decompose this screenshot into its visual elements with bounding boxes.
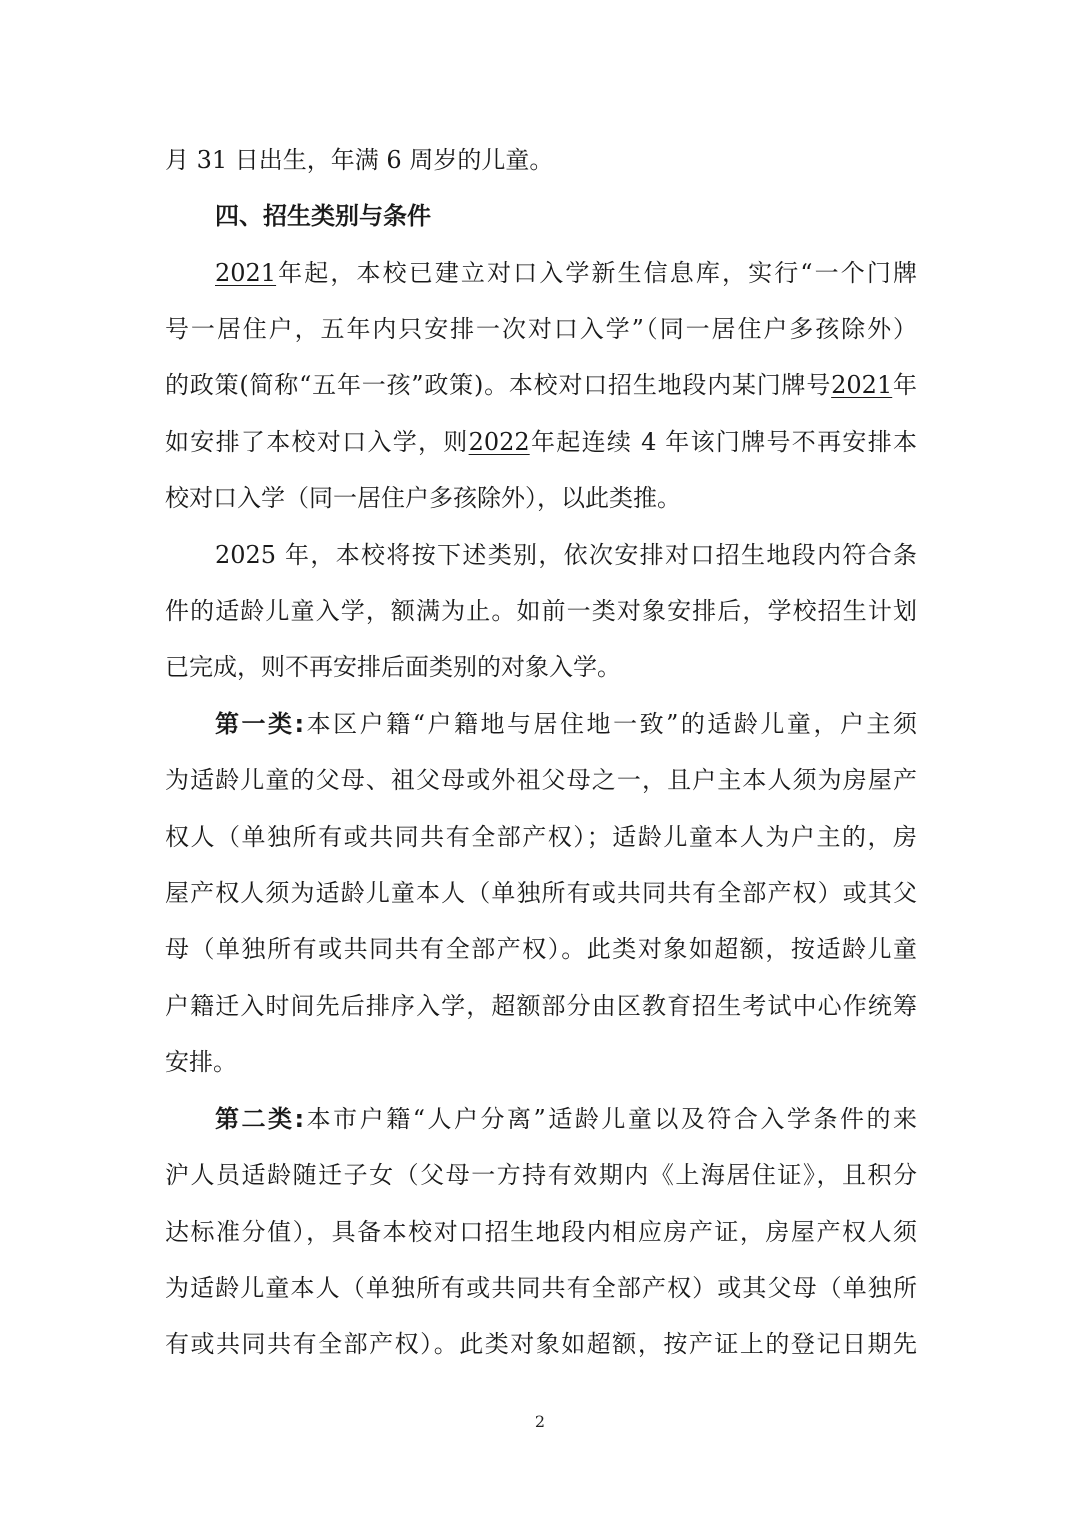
text-span: 沪人员适龄随迁子女（父母一方持有效期内《上海居住证》，且积分 (165, 1161, 917, 1189)
text-span: 号一居住户，五年内只安排一次对口入学”（同一居住户多孩除外） (165, 315, 917, 343)
body-line (165, 368, 917, 402)
body-line (165, 425, 917, 459)
text-span: 校对口入学（同一居住户多孩除外），以此类推。 (165, 484, 681, 512)
body-line (165, 1271, 917, 1305)
text-span: 本区户籍“户籍地与居住地一致”的适龄儿童，户主须 (304, 710, 917, 738)
text-span: 件的适龄儿童入学，额满为止。如前一类对象安排后，学校招生计划 (165, 597, 917, 625)
category-label: 第一类: (215, 710, 305, 738)
page-number: 2 (534, 1412, 546, 1431)
body-line (165, 1158, 917, 1192)
section-heading (215, 199, 917, 233)
category-label: 第二类: (215, 1105, 305, 1133)
underlined-year: 2021 (215, 259, 277, 287)
text-span: 年起连续 4 年该门牌号不再安排本 (529, 428, 918, 456)
underlined-year: 2021 (831, 371, 893, 399)
body-line (165, 1327, 917, 1361)
text-span: 户籍迁入时间先后排序入学，超额部分由区教育招生考试中心作统筹 (165, 992, 917, 1020)
text-span: 月 31 日出生，年满 6 周岁的儿童。 (165, 146, 554, 174)
body-line (165, 1215, 917, 1249)
body-line (165, 876, 917, 910)
body-line (215, 707, 917, 741)
text-span: 2025 年，本校将按下述类别，依次安排对口招生地段内符合条 (215, 541, 917, 569)
underlined-year: 2022 (468, 428, 530, 456)
body-line (215, 538, 917, 572)
body-line (165, 1045, 917, 1079)
text-span: 母（单独所有或共同共有全部产权）。此类对象如超额，按适龄儿童 (165, 935, 917, 963)
body-line (165, 820, 917, 854)
text-span: 本市户籍“人户分离”适龄儿童以及符合入学条件的来 (304, 1105, 917, 1133)
text-span: 为适龄儿童的父母、祖父母或外祖父母之一，且户主本人须为房屋产 (165, 766, 917, 794)
body-line (215, 1102, 917, 1136)
text-span: 屋产权人须为适龄儿童本人（单独所有或共同共有全部产权）或其父 (165, 879, 917, 907)
text-span: 的政策(简称“五年一孩”政策)。本校对口招生地段内某门牌号 (165, 371, 832, 399)
text-span: 有或共同共有全部产权）。此类对象如超额，按产证上的登记日期先 (165, 1330, 917, 1358)
text-span: 为适龄儿童本人（单独所有或共同共有全部产权）或其父母（单独所 (165, 1274, 917, 1302)
body-line (215, 256, 917, 290)
body-line (165, 989, 917, 1023)
text-span: 安排。 (165, 1048, 237, 1076)
body-line (165, 650, 917, 684)
heading-text: 四、招生类别与条件 (215, 202, 431, 230)
text-span: 权人（单独所有或共同共有全部产权）；适龄儿童本人为户主的，房 (165, 823, 917, 851)
body-line (165, 763, 917, 797)
text-span: 达标准分值），具备本校对口招生地段内相应房产证，房屋产权人须 (165, 1218, 917, 1246)
text-span: 年起，本校已建立对口入学新生信息库，实行“一个门牌 (276, 259, 917, 287)
body-line (165, 481, 917, 515)
body-line (165, 594, 917, 628)
body-line (165, 932, 917, 966)
text-span: 如安排了本校对口入学，则 (165, 428, 469, 456)
body-line (165, 143, 917, 177)
text-span: 年 (892, 371, 918, 399)
text-span: 已完成，则不再安排后面类别的对象入学。 (165, 653, 621, 681)
body-line (165, 312, 917, 346)
